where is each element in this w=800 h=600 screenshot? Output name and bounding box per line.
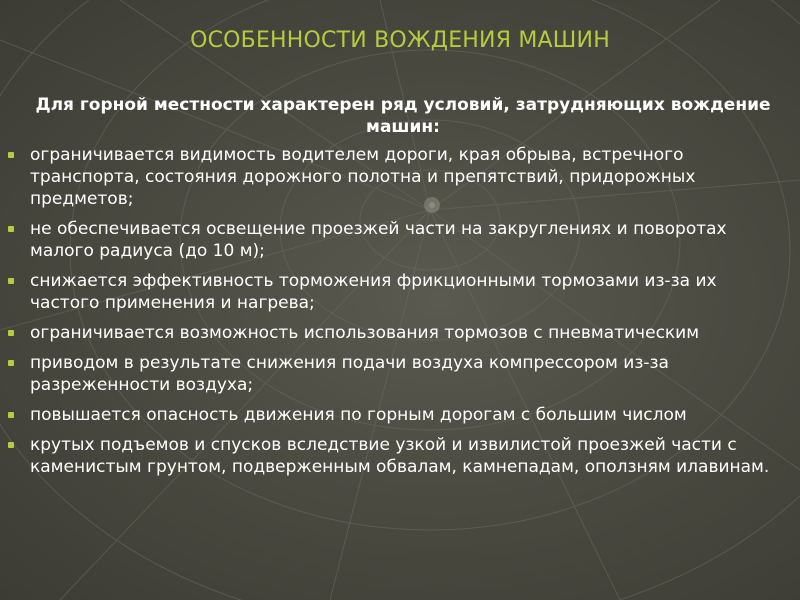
list-item-text: крутых подъемов и спусков вследствие узкой и извилистой проезжей части с каменистым грунтом, подверженным обвалам, камнепадам, оползням илавинам.	[30, 435, 770, 477]
intro-text: Для горной местности характерен ряд условий, затрудняющих вождение машин:	[35, 95, 771, 137]
list-item	[18, 404, 778, 426]
list-item-text: ограничивается видимость водителем дороги, края обрыва, встречного транспорта, состояния дорожного полотна и препятствий, придорожных предметов;	[30, 145, 696, 209]
list-item-text: приводом в результате снижения подачи воздуха компрессором из-за разреженности воздуха;	[30, 353, 669, 395]
list-item-text: не обеспечивается освещение проезжей части на закруглениях и поворотах малого радиуса (до 10 м);	[30, 219, 727, 261]
list-item	[18, 270, 778, 314]
bullet-icon	[8, 360, 14, 366]
bullet-icon	[8, 330, 14, 336]
list-item	[18, 352, 778, 396]
slide-content	[18, 94, 778, 486]
slide-title: ОСОБЕННОСТИ ВОЖДЕНИЯ МАШИН	[190, 28, 610, 53]
list-item	[18, 322, 778, 344]
bullet-icon	[8, 152, 14, 158]
list-item	[18, 218, 778, 262]
bullet-icon	[8, 226, 14, 232]
list-item-text: снижается эффективность торможения фрикционными тормозами из-за их частого применения и нагрева;	[30, 271, 717, 313]
list-item-text: повышается опасность движения по горным дорогам с большим числом	[30, 405, 687, 425]
list-item-text: ограничивается возможность использования тормозов с пневматическим	[30, 323, 700, 343]
bullet-icon	[8, 442, 14, 448]
list-item	[18, 434, 778, 478]
bullet-icon	[8, 278, 14, 284]
bullet-icon	[8, 412, 14, 418]
list-item	[18, 144, 778, 210]
